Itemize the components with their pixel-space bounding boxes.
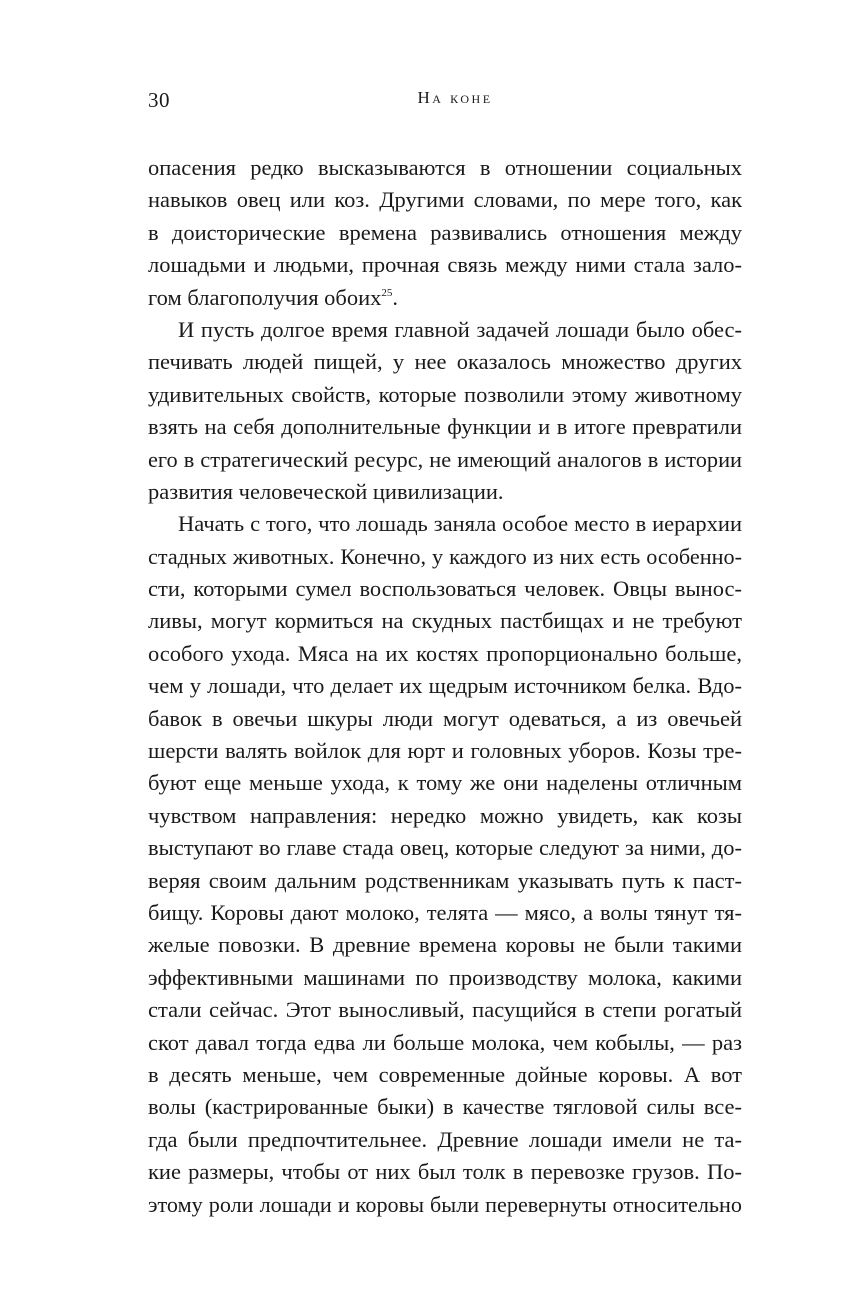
text-line-tail: . (392, 284, 399, 310)
footnote-marker[interactable]: 25 (381, 286, 393, 299)
text-line: в доисторические времена развивались отношения между (148, 219, 742, 245)
text-line: шерсти валять войлок для юрт и головных уборов. Козы тре- (148, 738, 742, 764)
text-line: развития человеческой цивилизации. (148, 478, 504, 504)
body-text (148, 152, 742, 1221)
text-line: И пусть долгое время главной задачей лошади было обес- (178, 316, 742, 342)
text-line: особого ухода. Мяса на их костях пропорционально больше, (148, 640, 742, 666)
page-number: 30 (148, 88, 170, 112)
text-line: чувством направления: нередко можно увидеть, как козы (148, 802, 742, 828)
text-line: удивительных свойств, которые позволили этому животному (148, 381, 742, 407)
text-line: ливы, могут кормиться на скудных пастбищах и не требуют (148, 608, 742, 634)
running-head (148, 88, 742, 118)
paragraph-2 (148, 314, 742, 508)
text-line-content: гом благополучия обоих (148, 284, 382, 310)
text-line: печивать людей пищей, у нее оказалось множество других (148, 349, 742, 375)
paragraph-3 (148, 508, 742, 1221)
text-line: взять на себя дополнительные функции и в итоге превратили (148, 414, 742, 440)
text-line (148, 282, 742, 314)
text-line: кие размеры, чтобы от них был толк в перевозке грузов. По- (148, 1159, 742, 1185)
text-line: гда были предпочтительнее. Древние лошади имели не та- (148, 1126, 742, 1152)
text-line: навыков овец или коз. Другими словами, по мере того, как (148, 187, 742, 213)
text-line: эффективными машинами по производству молока, какими (148, 964, 742, 990)
chapter-title: На коне (417, 88, 493, 107)
text-line: скот давал тогда едва ли больше молока, чем кобылы, — раз (148, 1029, 742, 1055)
text-line: стали сейчас. Этот выносливый, пасущийся в степи рогатый (148, 997, 742, 1023)
text-line: волы (кастрированные быки) в качестве тягловой силы все- (148, 1094, 742, 1120)
text-line: буют еще меньше ухода, к тому же они наделены отличным (148, 770, 742, 796)
text-line: веряя своим дальним родственникам указывать путь к паст- (148, 867, 742, 893)
text-line: бавок в овечьи шкуры люди могут одеваться, а из овечьей (148, 705, 742, 731)
text-line: желые повозки. В древние времена коровы не были такими (148, 932, 742, 958)
text-line: этому роли лошади и коровы были перевернуты относительно (148, 1191, 742, 1217)
text-line: опасения редко высказываются в отношении социальных (148, 155, 742, 180)
text-line: лошадьми и людьми, прочная связь между ними стала зало- (148, 252, 742, 278)
text-line: сти, которыми сумел воспользоваться человек. Овцы вынос- (148, 576, 742, 602)
text-line: в десять меньше, чем современные дойные коровы. А вот (148, 1061, 742, 1087)
paragraph-1 (148, 152, 742, 314)
text-line: стадных животных. Конечно, у каждого из них есть особенно- (148, 543, 742, 569)
text-line: его в стратегический ресурс, не имеющий аналогов в истории (148, 446, 742, 472)
text-line: выступают во главе стада овец, которые следуют за ними, до- (148, 835, 742, 861)
text-line: Начать с того, что лошадь заняла особое место в иерархии (178, 511, 742, 537)
text-line: чем у лошади, что делает их щедрым источником белка. Вдо- (148, 673, 742, 699)
text-line: бищу. Коровы дают молоко, телята — мясо, а волы тянут тя- (148, 899, 742, 925)
